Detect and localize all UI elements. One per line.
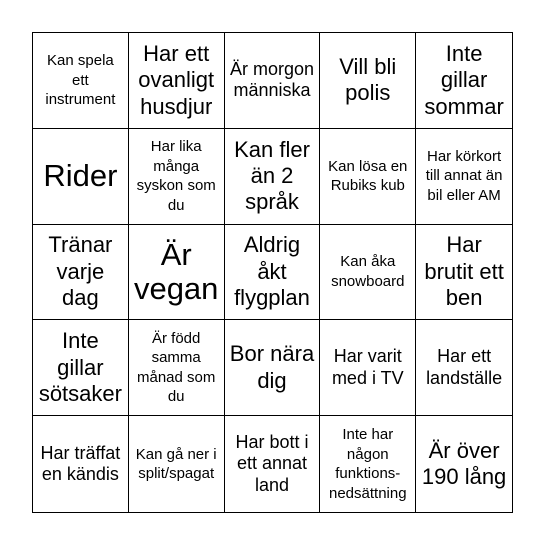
- bingo-cell-r5c2[interactable]: Kan gå ner i split/spagat: [129, 416, 225, 512]
- bingo-cell-r1c4[interactable]: Vill bli polis: [320, 33, 416, 129]
- bingo-board: [32, 32, 513, 513]
- bingo-cell-r2c5[interactable]: Har körkort till annat än bil eller AM: [416, 129, 512, 225]
- bingo-cell-r2c2[interactable]: Har lika många syskon som du: [129, 129, 225, 225]
- bingo-cell-r4c4[interactable]: Har varit med i TV: [320, 320, 416, 416]
- bingo-cell-r5c3[interactable]: Har bott i ett annat land: [225, 416, 321, 512]
- bingo-cell-r1c2[interactable]: Har ett ovanligt husdjur: [129, 33, 225, 129]
- bingo-cell-r3c2[interactable]: Är vegan: [129, 225, 225, 321]
- bingo-cell-r4c3[interactable]: Bor nära dig: [225, 320, 321, 416]
- bingo-cell-r4c1[interactable]: Inte gillar sötsaker: [33, 320, 129, 416]
- bingo-cell-r2c4[interactable]: Kan lösa en Rubiks kub: [320, 129, 416, 225]
- bingo-cell-r5c5[interactable]: Är över 190 lång: [421, 437, 507, 490]
- bingo-cell-r5c1[interactable]: Har träffat en kändis: [33, 416, 129, 512]
- bingo-cell-r2c3[interactable]: Kan fler än 2 språk: [225, 129, 321, 225]
- bingo-cell-r4c2[interactable]: Är född samma månad som du: [129, 320, 225, 416]
- bingo-cell-r1c3[interactable]: Är morgon människa: [225, 33, 321, 129]
- bingo-cell-r3c5[interactable]: Har brutit ett ben: [416, 225, 512, 321]
- bingo-cell-r3c1[interactable]: Tränar varje dag: [33, 225, 129, 321]
- bingo-cell-r3c4[interactable]: Kan åka snowboard: [320, 225, 416, 321]
- bingo-cell-r4c5[interactable]: Har ett landställe: [416, 320, 512, 416]
- bingo-cell-r3c3[interactable]: Aldrig åkt flygplan: [225, 225, 321, 321]
- bingo-cell-r1c1[interactable]: Kan spela ett instrument: [33, 33, 129, 129]
- bingo-cell-r2c1[interactable]: Rider: [33, 129, 129, 225]
- bingo-cell-r1c5[interactable]: Inte gillar sommar: [416, 33, 512, 129]
- bingo-cell-r5c4[interactable]: Inte har någon funktions-nedsättning: [320, 416, 416, 512]
